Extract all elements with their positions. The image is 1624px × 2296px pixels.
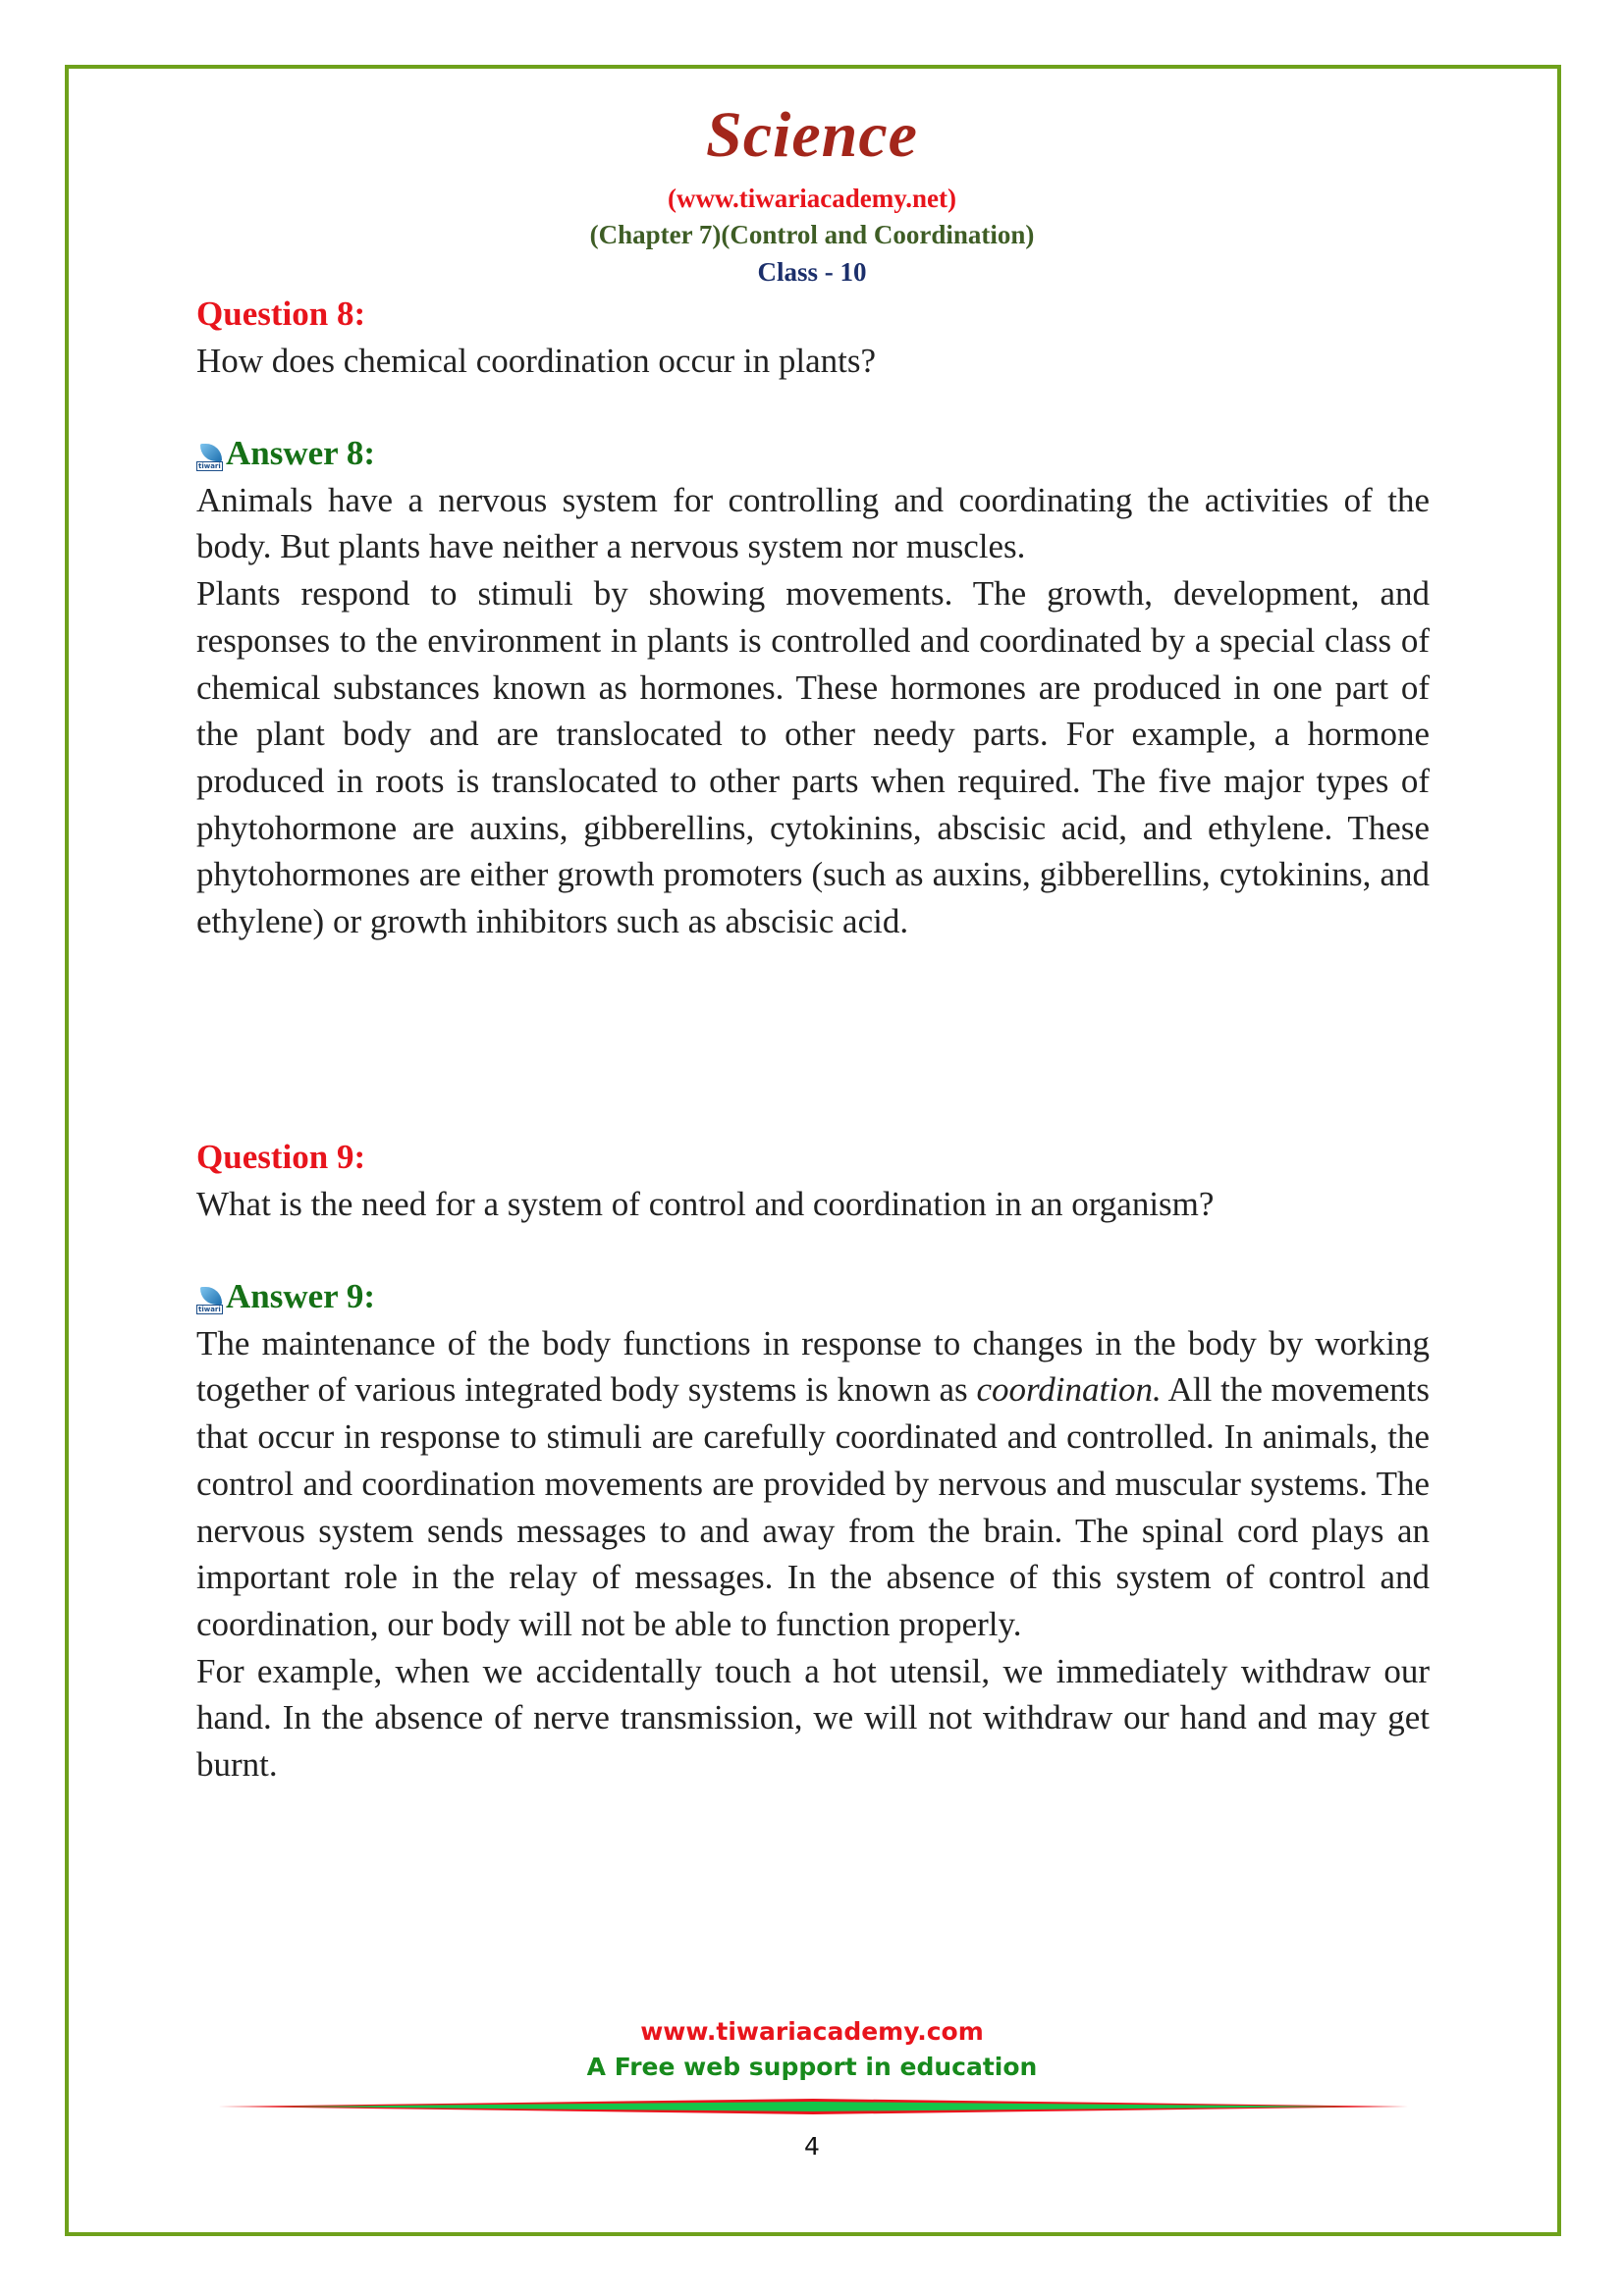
page-number-container [0,2132,1624,2162]
page-footer [0,2014,1624,2085]
tiwari-leaf-logo-icon: tiwari [196,1287,224,1314]
question-text: How does chemical coordination occur in plants? [196,342,877,380]
tiwari-leaf-logo-icon: tiwari [196,444,224,471]
question-label: Question 8: [196,294,366,333]
header-website: (www.tiwariacademy.net) [668,184,956,213]
page-number: 4 [804,2132,820,2161]
question-9-block [196,1134,1430,1789]
footer-website: www.tiwariacademy.com [640,2017,984,2046]
answer-label [196,1273,1430,1320]
question-8-block [196,291,1430,945]
footer-tagline: A Free web support in education [586,2053,1038,2081]
footer-divider [218,2098,1408,2115]
answer-paragraph: For example, when we accidentally touch a hot utensil, we immediately withdraw our hand. In the absence of nerve transmission, we will not withdraw our hand and may get burnt. [196,1651,1430,1785]
question-text: What is the need for a system of control and coordination in an organism? [196,1185,1215,1223]
class-label: Class - 10 [757,257,867,287]
answer-paragraph [196,1320,1430,1648]
answer-label [196,430,1430,477]
chapter-heading: (Chapter 7)(Control and Coordination) [589,220,1035,249]
question-label: Question 9: [196,1138,366,1176]
subject-title: Science [706,99,918,171]
answer-text: The maintenance of the body functions in response to changes in the body by working together of various integrated body systems is known as [196,1323,1430,1410]
answer-paragraph: Animals have a nervous system for controlling and coordinating the activities of the body. But plants have neither a nervous system nor muscles. [196,480,1430,566]
page-header [0,94,1624,291]
answer-text: All the movements that occur in response to stimuli are carefully coordinated and controlled. In animals, the control and coordination movements are provided by nervous and muscular systems. The nervous system sends messages to and away from the brain. The spinal cord plays an important role in the relay of messages. In the absence of this system of control and coordination, our body will not be able to function properly. [196,1370,1430,1643]
answer-label-text: Answer 9: [226,1276,375,1315]
italic-term: coordination. [976,1370,1162,1410]
answer-paragraph: Plants respond to stimuli by showing movements. The growth, development, and responses to the environment in plants is controlled and coordinated by a special class of chemical substances known as hormones. These hormones are produced in one part of the plant body and are translocated to other needy parts. For example, a hormone produced in roots is translocated to other parts when required. The five major types of phytohormone are auxins, gibberellins, cytokinins, abscisic acid, and ethylene. These phytohormones are either growth promoters (such as auxins, gibberellins, cytokinins, and ethylene) or growth inhibitors such as abscisic acid. [196,574,1430,941]
answer-label-text: Answer 8: [226,433,375,472]
